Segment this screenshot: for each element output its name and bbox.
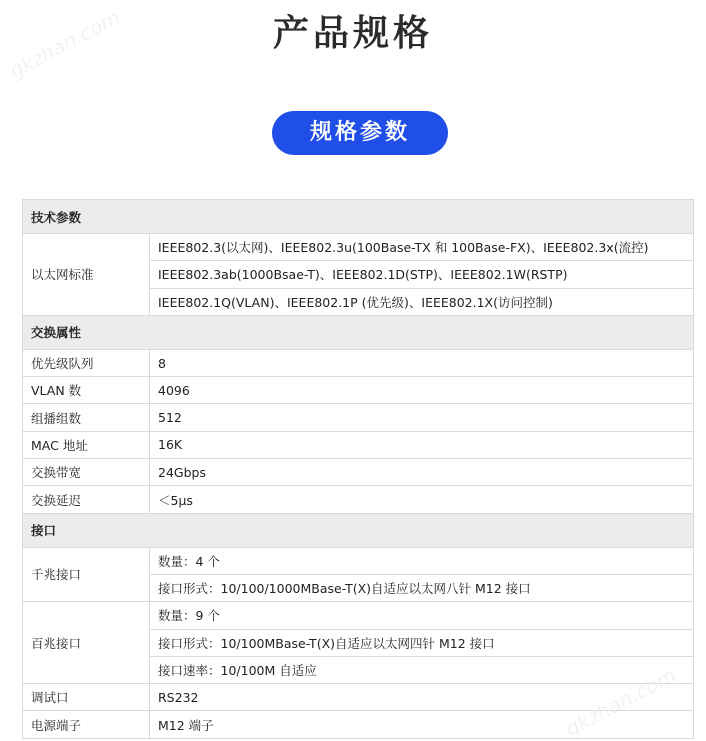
table-row: [23, 459, 694, 486]
section-title: 接口: [23, 513, 694, 547]
spec-value: 8: [150, 349, 694, 376]
spec-value: 数量：9 个: [150, 602, 694, 629]
table-row: [23, 349, 694, 376]
spec-value: 数量：4 个: [150, 547, 694, 574]
table-row: [23, 602, 694, 629]
watermark: gkzhan.com: [5, 4, 124, 84]
spec-label: 组播组数: [23, 404, 150, 431]
spec-value: 24Gbps: [150, 459, 694, 486]
spec-value: 接口形式：10/100/1000MBase-T(X)自适应以太网八针 M12 接口: [150, 574, 694, 601]
table-row: [23, 711, 694, 738]
spec-value: 512: [150, 404, 694, 431]
table-row: [23, 377, 694, 404]
section-badge: 规格参数: [272, 111, 448, 155]
spec-label: 交换延迟: [23, 486, 150, 513]
spec-label: 优先级队列: [23, 349, 150, 376]
page-title: 产品规格: [272, 13, 433, 54]
spec-label: 千兆接口: [23, 547, 150, 602]
table-row: [23, 404, 694, 431]
table-row: [23, 431, 694, 458]
watermark: gkzhan.com: [561, 662, 680, 741]
section-header-row: [23, 315, 694, 349]
spec-label: 交换带宽: [23, 459, 150, 486]
table-row: [23, 234, 694, 261]
section-title: 技术参数: [23, 200, 694, 234]
spec-value: 4096: [150, 377, 694, 404]
section-header-row: [23, 200, 694, 234]
spec-label: MAC 地址: [23, 431, 150, 458]
spec-value: 接口形式：10/100MBase-T(X)自适应以太网四针 M12 接口: [150, 629, 694, 656]
spec-table: [22, 199, 694, 739]
table-row: [23, 486, 694, 513]
spec-label: 百兆接口: [23, 602, 150, 684]
spec-label: VLAN 数: [23, 377, 150, 404]
table-row: [23, 684, 694, 711]
spec-label: 以太网标准: [23, 234, 150, 316]
spec-label: 电源端子: [23, 711, 150, 738]
spec-value: IEEE802.3(以太网)、IEEE802.3u(100Base-TX 和 100Base-FX)、IEEE802.3x(流控): [150, 234, 694, 261]
table-row: [23, 547, 694, 574]
section-title: 交换属性: [23, 315, 694, 349]
spec-value: RS232: [150, 684, 694, 711]
spec-value: 16K: [150, 431, 694, 458]
spec-value: IEEE802.1Q(VLAN)、IEEE802.1P (优先级)、IEEE802.1X(访问控制): [150, 288, 694, 315]
section-header-row: [23, 513, 694, 547]
spec-label: 调试口: [23, 684, 150, 711]
spec-value: IEEE802.3ab(1000Bsae-T)、IEEE802.1D(STP)、IEEE802.1W(RSTP): [150, 261, 694, 288]
spec-value: ＜5μs: [150, 486, 694, 513]
spec-value: M12 端子: [150, 711, 694, 738]
spec-value: 接口速率：10/100M 自适应: [150, 656, 694, 683]
